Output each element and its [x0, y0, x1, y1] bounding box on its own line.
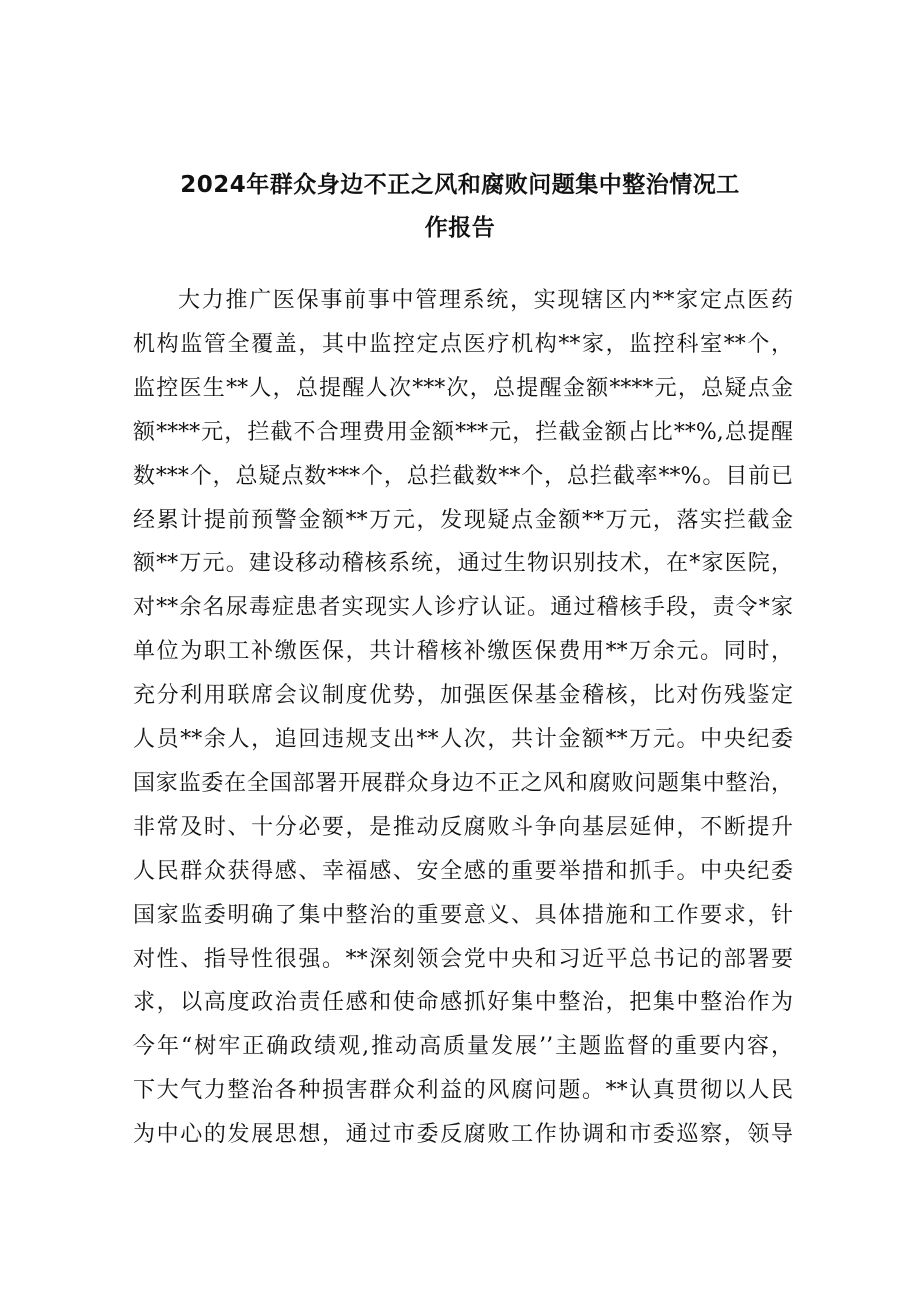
body-text-line: 额**万元。建设移动稽核系统，通过生物识别技术，在*家医院，: [133, 551, 793, 577]
body-text-line: 单位为职工补缴医保，共计稽核补缴医保费用**万余元。同时，: [133, 639, 793, 665]
body-text-line: 国家监委在全国部署开展群众身边不正之风和腐败问题集中整治，: [133, 770, 793, 796]
body-text-line: 对**余名尿毒症患者实现实人诊疗认证。通过稽核手段，责令*家: [133, 595, 793, 621]
body-text-line: 额****元，拦截不合理费用金额***元，拦截金额占比**%,总提醒: [133, 419, 793, 445]
body-text-line: 经累计提前预警金额**万元，发现疑点金额**万元，落实拦截金: [133, 507, 793, 533]
body-text-line: 对性、指导性很强。**深刻领会党中央和习近平总书记的部署要: [133, 946, 793, 972]
body-text-line: 国家监委明确了集中整治的重要意义、具体措施和工作要求，针: [133, 902, 793, 928]
body-text-line: 大力推广医保事前事中管理系统，实现辖区内**家定点医药: [178, 288, 793, 313]
body-text-line: 充分利用联席会议制度优势，加强医保基金稽核，比对伤残鉴定: [133, 683, 793, 709]
body-text-line: 今年“树牢正确政绩观,推动高质量发展’’主题监督的重要内容，: [133, 1034, 793, 1060]
body-text-line: 为中心的发展思想，通过市委反腐败工作协调和市委巡察，领导: [133, 1122, 793, 1148]
body-text-line: 人员**余人，追回违规支出**人次，共计金额**万元。中央纪委: [133, 727, 793, 752]
body-text-line: 数***个，总疑点数***个，总拦截数**个，总拦截率**%。目前已: [133, 463, 793, 489]
document-title-line-2: 作报告: [424, 215, 496, 241]
body-text-line: 下大气力整治各种损害群众利益的风腐问题。**认真贯彻以人民: [133, 1078, 793, 1104]
body-text-line: 监控医生**人，总提醒人次***次，总提醒金额****元，总疑点金: [133, 375, 793, 401]
body-text-line: 非常及时、十分必要，是推动反腐败斗争向基层延伸，不断提升: [133, 814, 793, 840]
document-title-line-1: 2024年群众身边不正之风和腐败问题集中整治情况工: [180, 172, 740, 198]
body-text-line: 机构监管全覆盖，其中监控定点医疗机构**家，监控科室**个，: [133, 331, 793, 357]
body-text-line: 求，以高度政治责任感和使命感抓好集中整治，把集中整治作为: [133, 990, 793, 1016]
body-text-line: 人民群众获得感、幸福感、安全感的重要举措和抓手。中央纪委: [133, 858, 793, 884]
